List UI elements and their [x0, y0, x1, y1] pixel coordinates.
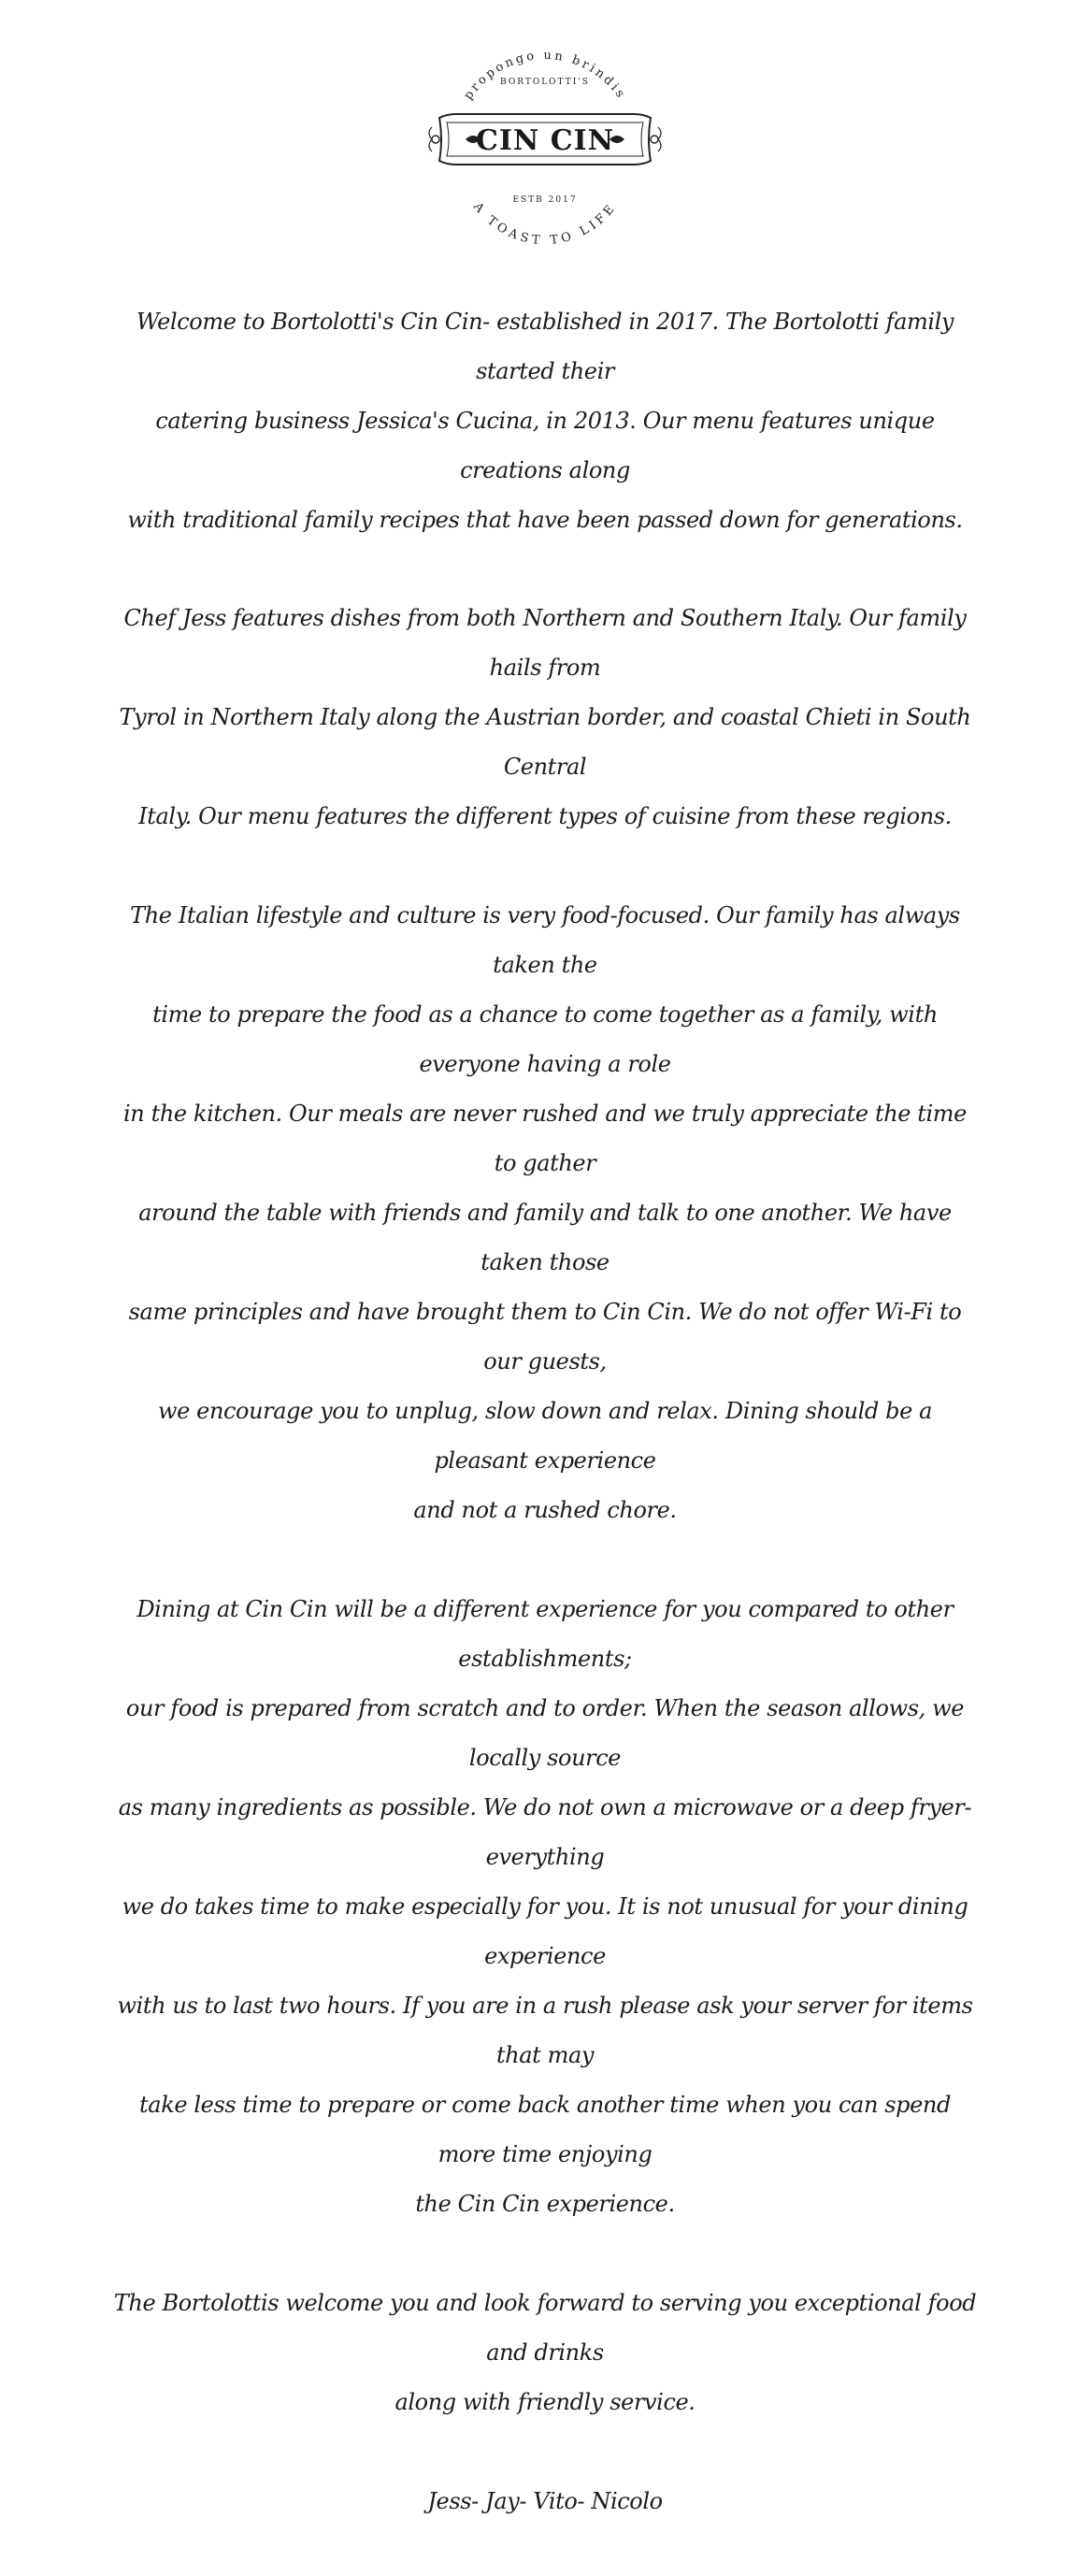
letter-paragraph-regions: Chef Jess features dishes from both Northern and Southern Italy. Our family hails from Tyrol in Northern Italy along the Austrian border, and coastal Chieti in South Central Italy. Our menu features the different types of cuisine from these regions.	[119, 605, 971, 829]
cin-cin-logo	[419, 17, 671, 269]
logo-established-text: ESTB 2017	[512, 195, 578, 205]
logo-name-text: CIN CIN	[475, 124, 615, 157]
logo-maker-text: BORTOLOTTI'S	[500, 78, 590, 87]
letter-paragraph-closing: The Bortolottis welcome you and look forward to serving you exceptional food and drinks along with friendly service.	[113, 2290, 977, 2415]
letter-paragraph-lifestyle: The Italian lifestyle and culture is very food-focused. Our family has always taken the time to prepare the food as a chance to come together as a family, with everyone having a role in the kitchen. Our meals are never rushed and we truly appreciate the time to gather around the table with friends and family and talk to one another. We have taken those same principles and have brought them to Cin Cin. We do not offer Wi-Fi to our guests, we encourage you to unplug, slow down and relax. Dining should be a pleasant experience and not a rushed chore.	[123, 902, 967, 1523]
letter-signature: Jess- Jay- Vito- Nicolo	[427, 2488, 663, 2514]
logo-emblem	[419, 17, 671, 269]
letter-paragraph-dining: Dining at Cin Cin will be a different experience for you compared to other establishments; our food is prepared from scratch and to order. When the season allows, we locally source as many ingredients as possible. We do not own a microwave or a deep fryer- everything we do takes time to make especially for you. It is not unusual for your dining experience with us to last two hours. If you are in a rush please ask your server for items that may take less time to prepare or come back another time when you can spend more time enjoying the Cin Cin experience.	[117, 1596, 973, 2217]
logo-bottom-arc-text: A TOAST TO LIFE	[470, 199, 620, 249]
welcome-letter	[112, 297, 978, 2576]
logo-top-arc-text: propongo un brindis	[461, 48, 629, 103]
letter-paragraph-welcome: Welcome to Bortolotti's Cin Cin- established in 2017. The Bortolotti family started their catering business Jessica's Cucina, in 2013. Our menu features unique creations along with traditional family recipes that have been passed down for generations.	[127, 309, 963, 533]
